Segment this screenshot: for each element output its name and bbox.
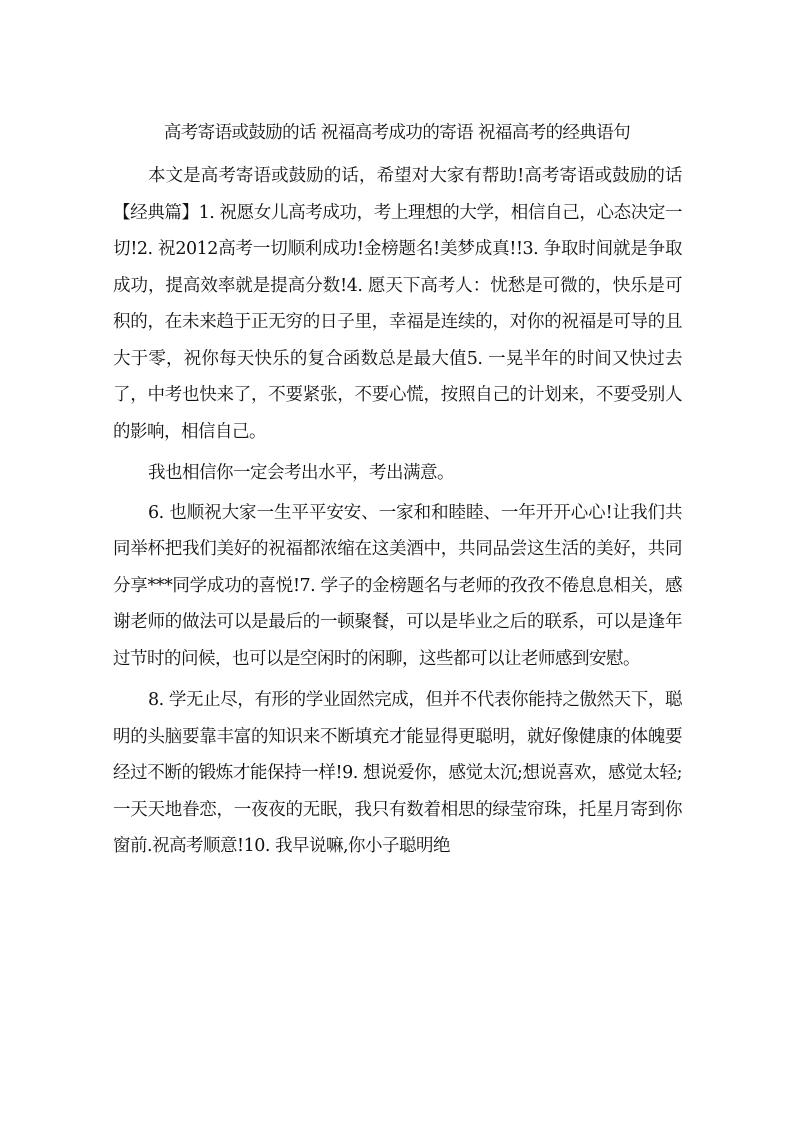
paragraph-3: 6. 也顺祝大家一生平平安安、一家和和睦睦、一年开开心心!让我们共同举杯把我们美好的祝福都浓缩在这美酒中，共同品尝这生活的美好，共同分享***同学成功的喜悦!7. 学子的金榜题名与老师的孜孜不倦息息相关，感谢老师的做法可以是最后的一顿聚餐，可以是毕业之后的联系，可以是逢年过节时的问候，也可以是空闲时的闲聊，这些都可以让老师感到安慰。 [113, 502, 682, 669]
document-title: 高考寄语或鼓励的话 祝福高考成功的寄语 祝福高考的经典语句 [163, 123, 631, 143]
document-body [113, 158, 682, 870]
paragraph-2: 我也相信你一定会考出水平，考出满意。 [148, 463, 454, 483]
paragraph-1: 本文是高考寄语或鼓励的话，希望对大家有帮助!高考寄语或鼓励的话【经典篇】1. 祝愿女儿高考成功，考上理想的大学，相信自己，心态决定一切!2. 祝2012高考一切顺利成功!金榜题名!美梦成真!!3. 争取时间就是争取成功，提高效率就是提高分数!4. 愿天下高考人：忧愁是可微的，快乐是可积的，在未来趋于正无穷的日子里，幸福是连续的，对你的祝福是可导的且大于零，祝你每天快乐的复合函数总是最大值5. 一晃半年的时间又快过去了，中考也快来了，不要紧张，不要心慌，按照自己的计划来，不要受别人的影响，相信自己。 [113, 166, 682, 442]
paragraph-4: 8. 学无止尽，有形的学业固然完成，但并不代表你能持之傲然天下，聪明的头脑要靠丰富的知识来不断填充才能显得更聪明，就好像健康的体魄要经过不断的锻炼才能保持一样!9. 想说爱你，感觉太沉;想说喜欢，感觉太轻;一天天地眷恋，一夜夜的无眠，我只有数着相思的绿莹帘珠，托星月寄到你窗前.祝高考顺意!10. 我早说嘛,你小子聪明绝 [113, 690, 682, 856]
